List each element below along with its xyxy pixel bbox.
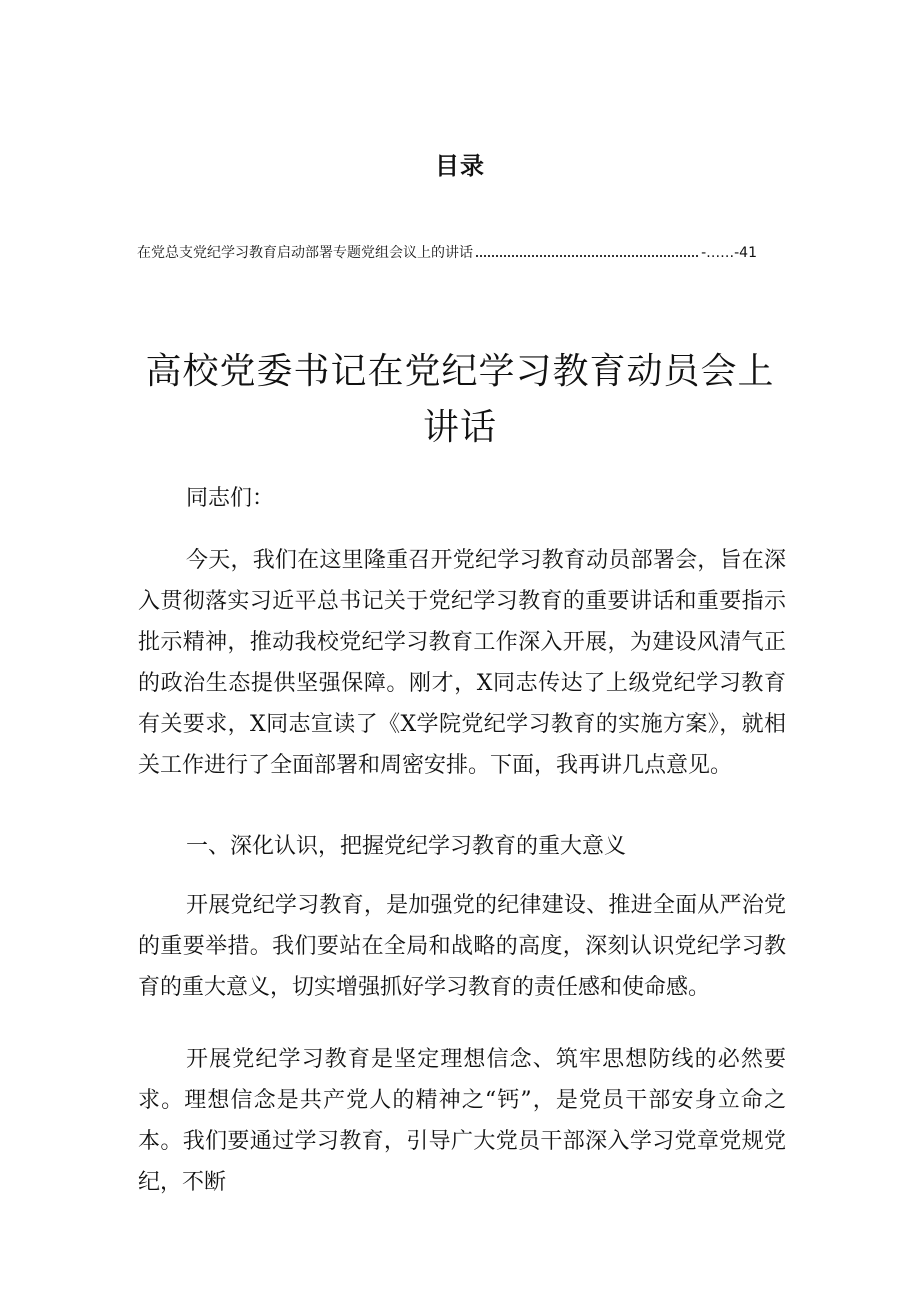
- toc-entry-label: 在党总支党纪学习教育启动部署专题党组会议上的讲话: [137, 245, 473, 261]
- salutation: 同志们：: [186, 486, 275, 511]
- toc-leader-dots: [476, 254, 698, 257]
- document-title: 高校党委书记在党纪学习教育动员会上讲话: [145, 351, 775, 448]
- toc-entry[interactable]: [137, 242, 757, 262]
- section-heading-1: 一、深化认识，把握党纪学习教育的重大意义: [186, 834, 627, 859]
- paragraph-significance: 开展党纪学习教育，是加强党的纪律建设、推进全面从严治党的重要举措。我们要站在全局和战略的高度，深刻认识党纪学习教育的重大意义，切实增强抓好学习教育的责任感和使命感。: [138, 893, 786, 1000]
- paragraph-intro: 今天，我们在这里隆重召开党纪学习教育动员部署会，旨在深入贯彻落实习近平总书记关于党纪学习教育的重要讲话和重要指示批示精神，推动我校党纪学习教育工作深入开展，为建设风清气正的政治生态提供坚强保障。刚才，X同志传达了上级党纪学习教育有关要求，X同志宣读了《X学院党纪学习教育的实施方案》，就相关工作进行了全面部署和周密安排。下面，我再讲几点意见。: [138, 548, 786, 778]
- toc-title: 目录: [435, 152, 485, 180]
- paragraph-ideals: 开展党纪学习教育是坚定理想信念、筑牢思想防线的必然要求。理想信念是共产党人的精神之“钙”，是党员干部安身立命之本。我们要通过学习教育，引导广大党员干部深入学习党章党规党纪，不断: [138, 1047, 786, 1195]
- toc-entry-page: -……-41: [701, 245, 757, 261]
